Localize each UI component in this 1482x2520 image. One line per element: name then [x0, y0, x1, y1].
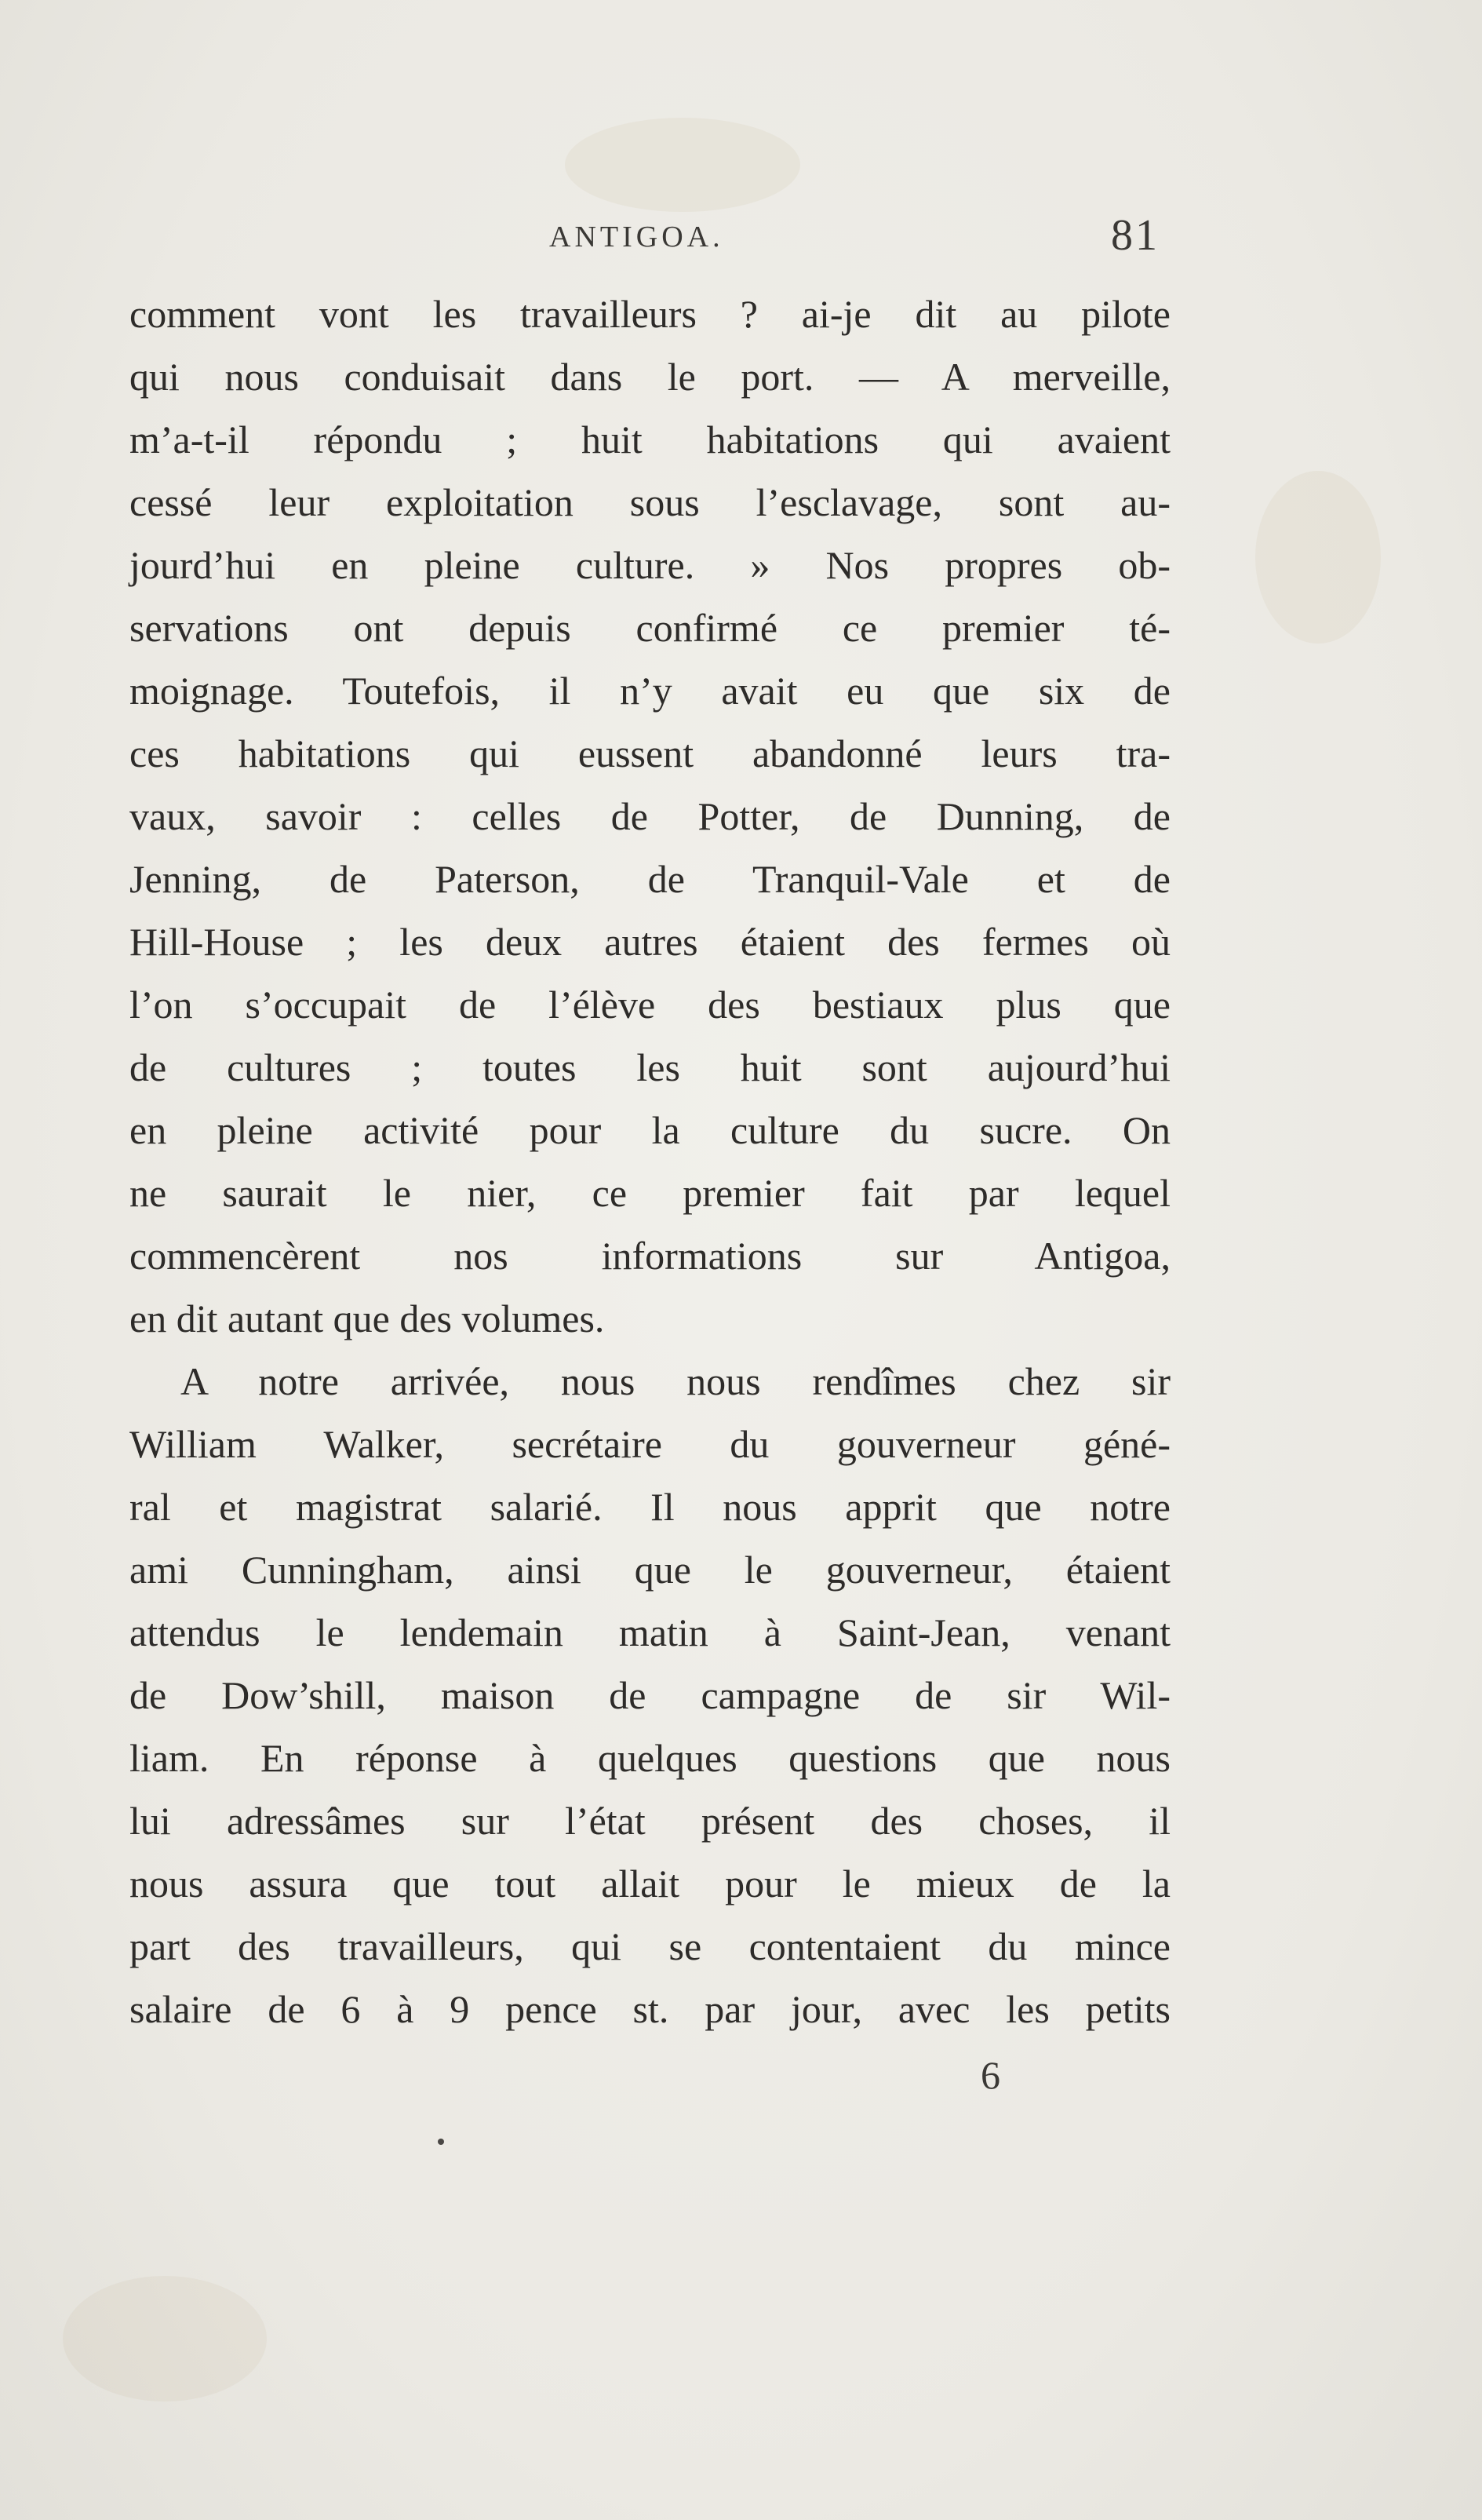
- running-head: ANTIGOA.: [549, 221, 724, 253]
- text-line: ral et magistrat salarié. Il nous apprit que notre: [129, 1485, 1171, 1529]
- text-line: ami Cunningham, ainsi que le gouverneur, étaient: [129, 1548, 1171, 1592]
- text-line: m’a-t-il répondu ; huit habitations qui avaient: [129, 418, 1171, 461]
- signature-mark: 6: [981, 2053, 1000, 2097]
- text-line: lui adressâmes sur l’état présent des choses, il: [129, 1799, 1171, 1843]
- text-line: l’on s’occupait de l’élève des bestiaux plus que: [129, 983, 1171, 1027]
- text-line: moignage. Toutefois, il n’y avait eu que six de: [129, 669, 1171, 713]
- text-line: en dit autant que des volumes.: [129, 1296, 605, 1340]
- text-line: liam. En réponse à quelques questions que nous: [129, 1736, 1171, 1780]
- text-line: attendus le lendemain matin à Saint-Jean, venant: [129, 1610, 1171, 1654]
- text-line: servations ont depuis confirmé ce premier té-: [129, 606, 1171, 650]
- text-line: part des travailleurs, qui se contentaient du mince: [129, 1924, 1171, 1968]
- ink-speck: [438, 2139, 444, 2145]
- body-text: [129, 283, 1171, 2040]
- text-line: nous assura que tout allait pour le mieux de la: [129, 1862, 1171, 1905]
- text-line: A notre arrivée, nous nous rendîmes chez sir: [180, 1359, 1171, 1403]
- text-line: comment vont les travailleurs ? ai-je dit au pilote: [129, 292, 1171, 336]
- text-line: qui nous conduisait dans le port. — A merveille,: [129, 355, 1171, 399]
- text-line: ces habitations qui eussent abandonné leurs tra-: [129, 731, 1171, 775]
- page-number: 81: [1111, 211, 1160, 260]
- text-line: de Dow’shill, maison de campagne de sir Wil-: [129, 1673, 1171, 1717]
- paper-stain: [63, 2276, 267, 2401]
- paper-stain: [565, 118, 800, 212]
- text-line: cessé leur exploitation sous l’esclavage, sont au-: [129, 480, 1171, 524]
- paper-stain: [1255, 471, 1381, 644]
- text-line: commencèrent nos informations sur Antigoa,: [129, 1234, 1171, 1278]
- text-line: salaire de 6 à 9 pence st. par jour, avec les petits: [129, 1987, 1171, 2031]
- text-line: Hill-House ; les deux autres étaient des fermes où: [129, 920, 1171, 964]
- text-line: jourd’hui en pleine culture. » Nos propres ob-: [129, 543, 1171, 587]
- text-line: vaux, savoir : celles de Potter, de Dunning, de: [129, 794, 1171, 838]
- text-line: Jenning, de Paterson, de Tranquil-Vale et de: [129, 857, 1171, 901]
- text-line: William Walker, secrétaire du gouverneur géné-: [129, 1422, 1171, 1466]
- text-line: de cultures ; toutes les huit sont aujourd’hui: [129, 1045, 1171, 1089]
- text-line: ne saurait le nier, ce premier fait par lequel: [129, 1171, 1171, 1215]
- text-line: en pleine activité pour la culture du sucre. On: [129, 1108, 1171, 1152]
